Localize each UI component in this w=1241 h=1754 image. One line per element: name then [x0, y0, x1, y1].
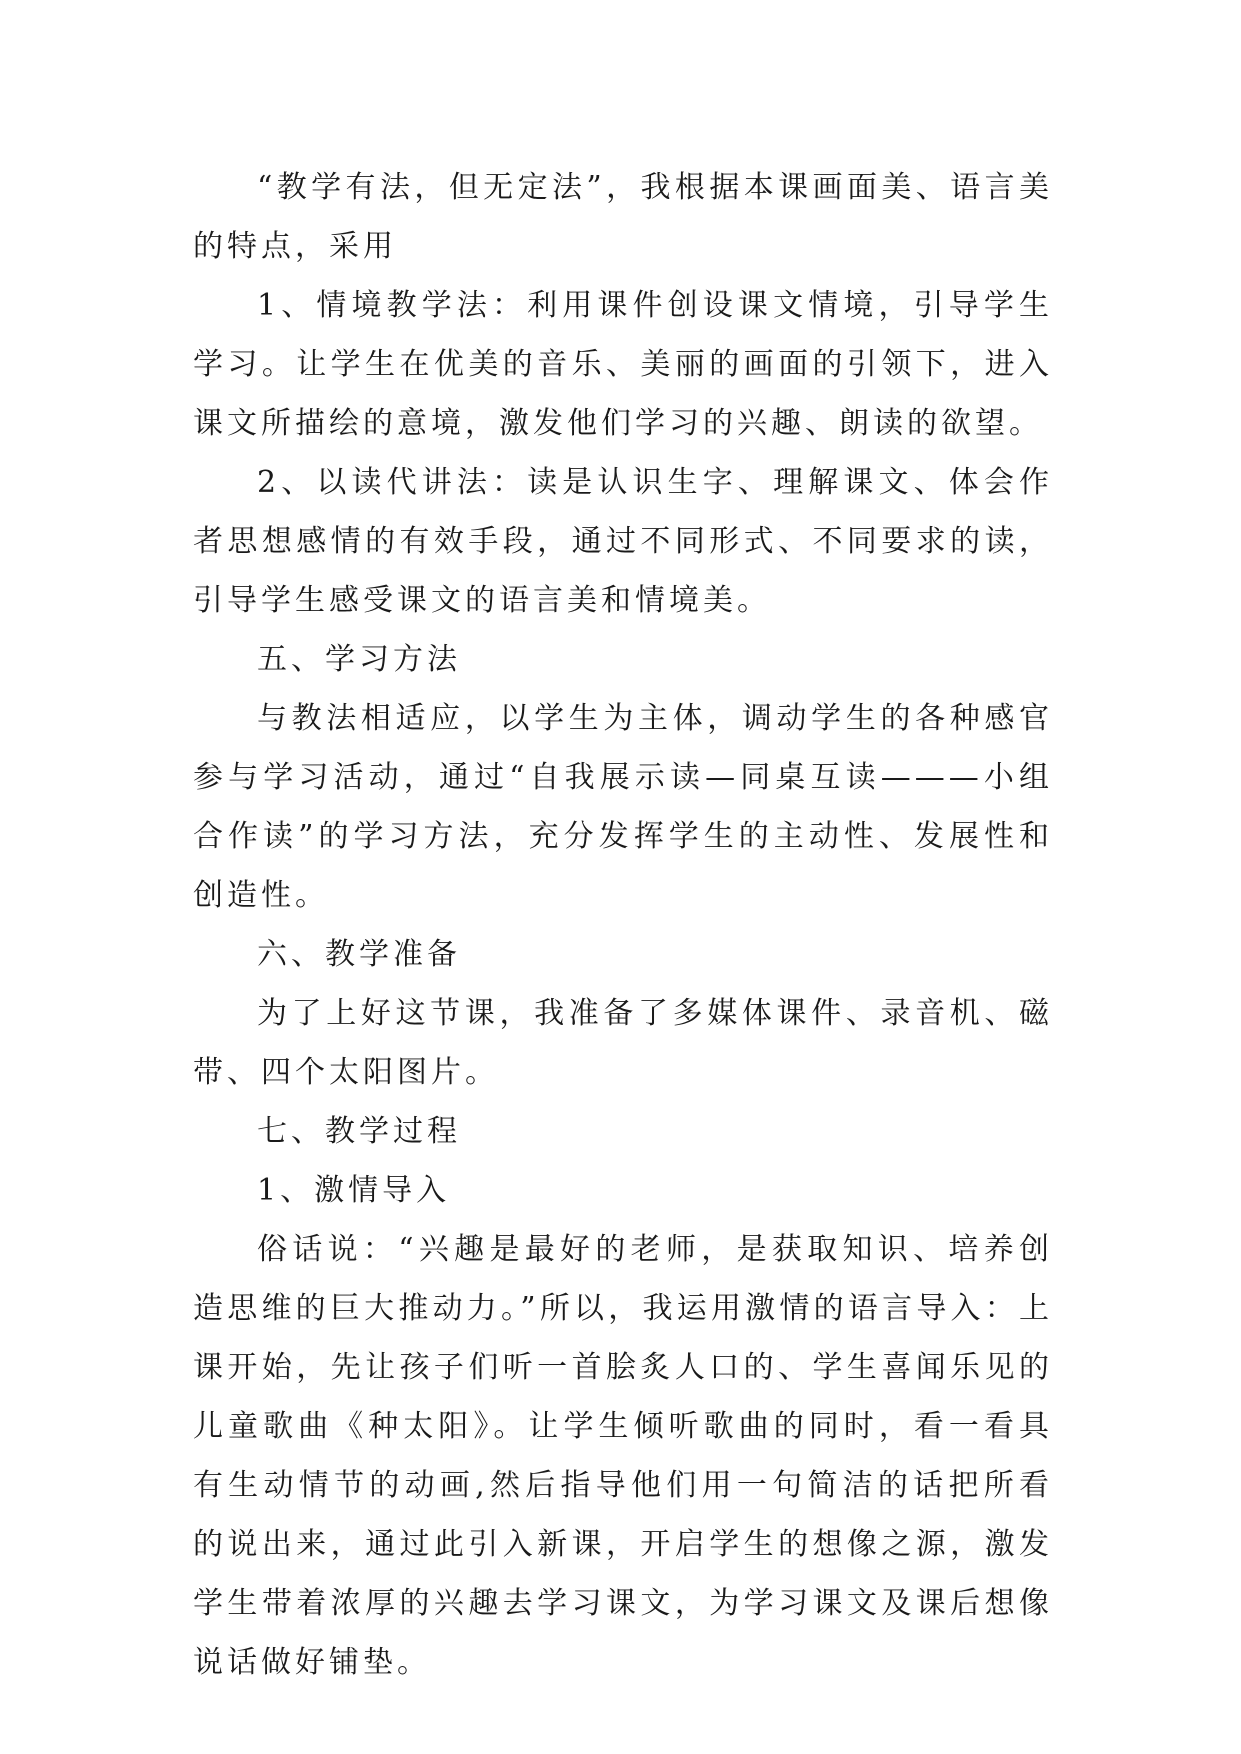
heading-passionate-introduction: 1、激情导入	[257, 1173, 451, 1208]
paragraph-situational-teaching: 1、情境教学法：利用课件创设课文情境，引导学生学习。让学生在优美的音乐、美丽的画面的引领下，进入课文所描绘的意境，激发他们学习的兴趣、朗读的欲望。	[193, 288, 1053, 441]
paragraph-learning-methods: 与教法相适应，以学生为主体，调动学生的各种感官参与学习活动，通过“自我展示读—同桌互读———小组合作读”的学习方法，充分发挥学生的主动性、发展性和创造性。	[193, 701, 1053, 913]
heading-teaching-preparation: 六、教学准备	[257, 937, 461, 972]
heading-learning-methods: 五、学习方法	[257, 642, 461, 677]
heading-teaching-process: 七、教学过程	[257, 1114, 461, 1149]
paragraph-teaching-preparation: 为了上好这节课，我准备了多媒体课件、录音机、磁带、四个太阳图片。	[193, 996, 1053, 1090]
paragraph-reading-method: 2、以读代讲法：读是认识生字、理解课文、体会作者思想感情的有效手段，通过不同形式、不同要求的读，引导学生感受课文的语言美和情境美。	[193, 465, 1053, 618]
paragraph-teaching-method-intro: “教学有法，但无定法”，我根据本课画面美、语言美的特点，采用	[193, 170, 1053, 264]
document-body	[193, 158, 1053, 1692]
paragraph-passionate-introduction: 俗话说：“兴趣是最好的老师，是获取知识、培养创造思维的巨大推动力。”所以，我运用激情的语言导入：上课开始，先让孩子们听一首脍炙人口的、学生喜闻乐见的儿童歌曲《种太阳》。让学生倾听歌曲的同时，看一看具有生动情节的动画,然后指导他们用一句简洁的话把所看的说出来，通过此引入新课，开启学生的想像之源，激发学生带着浓厚的兴趣去学习课文，为学习课文及课后想像说话做好铺垫。	[193, 1232, 1053, 1680]
